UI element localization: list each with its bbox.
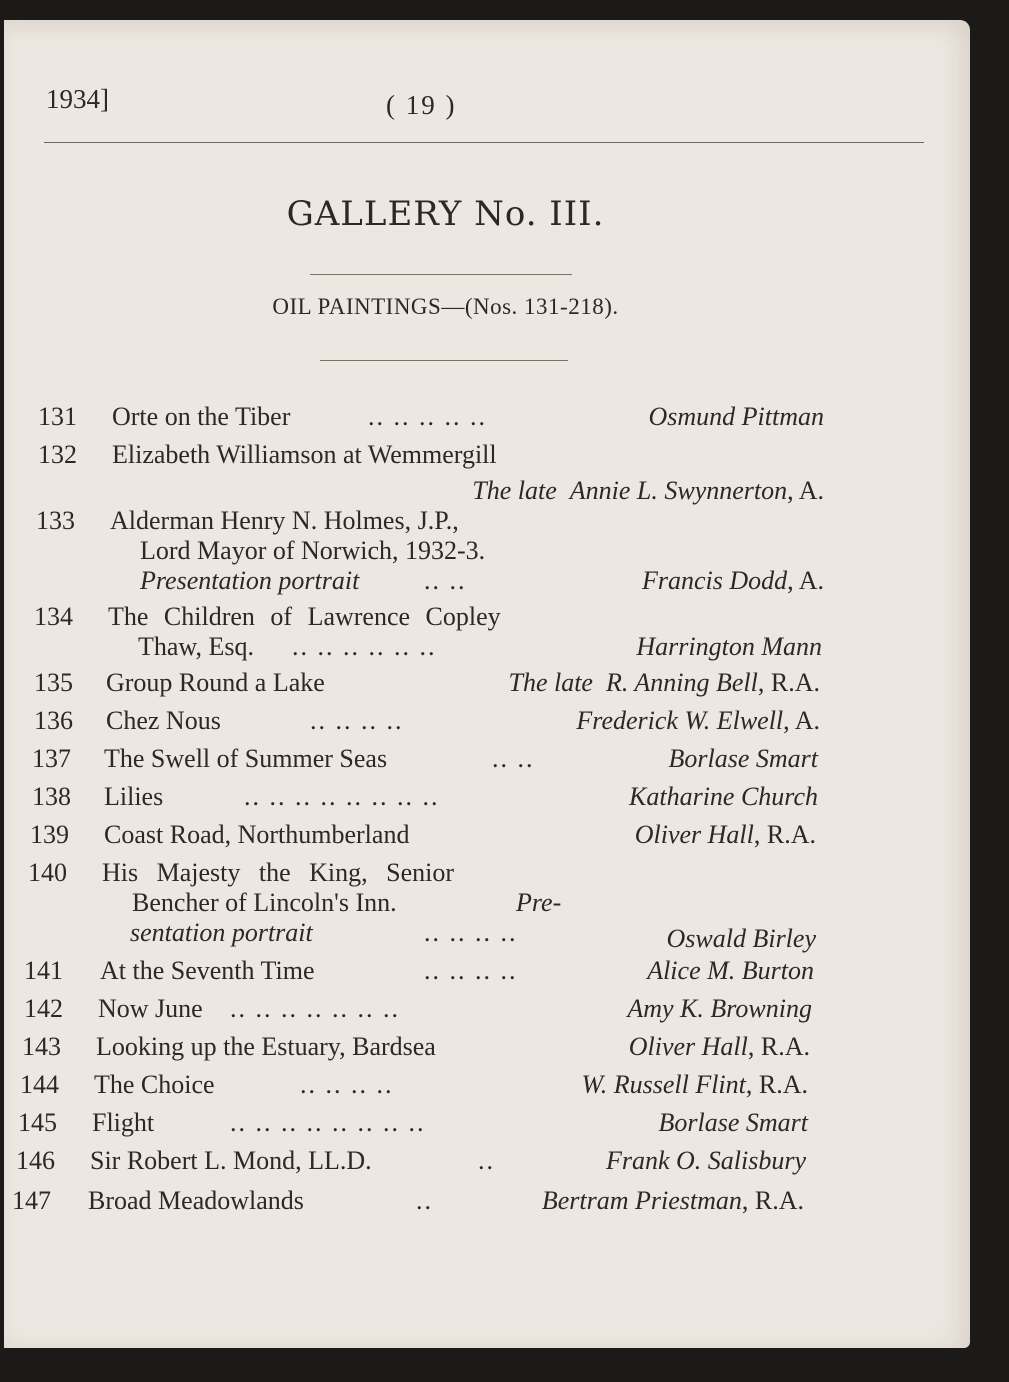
entry-number: 140	[28, 858, 67, 887]
entry-number: 144	[20, 1070, 59, 1099]
entry-number: 136	[34, 706, 73, 735]
leader-dots: .. .. .. .. .. .. .. ..	[244, 782, 440, 811]
title-rule-top	[310, 274, 572, 275]
entry-artist: Francis Dodd, A.	[641, 566, 824, 595]
entry-artist: Harrington Mann	[636, 632, 822, 661]
entry-artist: Bertram Priestman, R.A.	[541, 1186, 804, 1215]
catalogue-page	[4, 20, 970, 1348]
entry-artist: Borlase Smart	[668, 744, 818, 773]
entry-title: Elizabeth Williamson at Wemmergill	[112, 440, 497, 469]
entry-number: 135	[34, 668, 73, 697]
entry-title: Group Round a Lake	[106, 668, 325, 697]
entry-title: Looking up the Estuary, Bardsea	[96, 1032, 436, 1061]
catalogue-entry-continuation	[4, 918, 964, 954]
entry-title-line-2: Thaw, Esq.	[138, 632, 255, 661]
catalogue-entry	[4, 1070, 964, 1106]
entry-title: Lilies	[104, 782, 164, 811]
catalogue-entry	[4, 956, 964, 992]
entry-number: 137	[32, 744, 71, 773]
entry-title-line-1: His Majesty the King, Senior	[102, 858, 455, 887]
title-rule-bottom	[320, 360, 568, 361]
entry-title: At the Seventh Time	[100, 956, 315, 985]
entry-title: Coast Road, Northumberland	[104, 820, 410, 849]
catalogue-entry	[4, 402, 964, 438]
entry-artist: The late Annie L. Swynnerton, A.	[472, 476, 824, 505]
entry-number: 139	[30, 820, 69, 849]
entry-title-line-1: The Children of Lawrence Copley	[108, 602, 501, 631]
entry-title: The Choice	[94, 1070, 215, 1099]
entry-title-line-1: Alderman Henry N. Holmes, J.P.,	[110, 506, 459, 535]
section-title: OIL PAINTINGS—(Nos. 131-218).	[272, 294, 619, 319]
entry-title: Sir Robert L. Mond, LL.D.	[90, 1146, 372, 1175]
leader-dots: .. .. .. ..	[310, 706, 404, 735]
leader-dots: .. .. .. ..	[424, 956, 518, 985]
page-header-year: 1934]	[46, 84, 109, 114]
entry-note-line-1: Pre-	[516, 888, 562, 917]
entry-artist: Osmund Pittman	[648, 402, 824, 431]
catalogue-entry	[4, 1186, 964, 1222]
leader-dots: .. .. .. .. .. ..	[292, 632, 437, 661]
entry-artist: The late R. Anning Bell, R.A.	[508, 668, 820, 697]
leader-dots: .. ..	[492, 744, 535, 773]
header-rule	[44, 142, 924, 143]
entry-title: Chez Nous	[106, 706, 221, 735]
catalogue-entry-continuation	[4, 632, 964, 668]
entry-number: 145	[18, 1108, 57, 1137]
catalogue-entry	[4, 668, 964, 704]
entry-artist: Oliver Hall, R.A.	[634, 820, 816, 849]
entry-title: Now June	[98, 994, 203, 1023]
entry-artist: Amy K. Browning	[627, 994, 812, 1023]
catalogue-entry	[4, 1146, 964, 1182]
catalogue-entry	[4, 1108, 964, 1144]
entry-number: 146	[16, 1146, 55, 1175]
catalogue-entry	[4, 782, 964, 818]
entry-artist: Alice M. Burton	[647, 956, 814, 985]
entry-title: Orte on the Tiber	[112, 402, 291, 431]
entry-artist: Oliver Hall, R.A.	[628, 1032, 810, 1061]
leader-dots: .. .. .. ..	[300, 1070, 394, 1099]
entry-note: Presentation portrait	[140, 566, 360, 595]
entry-artist: Frank O. Salisbury	[605, 1146, 806, 1175]
entry-number: 133	[36, 506, 75, 535]
entry-number: 131	[38, 402, 77, 431]
page-number: ( 19 )	[386, 90, 457, 120]
leader-dots: .. .. .. ..	[424, 918, 518, 947]
entry-title: Flight	[92, 1108, 155, 1137]
entry-artist: Frederick W. Elwell, A.	[576, 706, 820, 735]
catalogue-entry	[4, 994, 964, 1030]
catalogue-entry	[4, 744, 964, 780]
catalogue-entry	[4, 820, 964, 856]
leader-dots: .. .. .. .. ..	[368, 402, 487, 431]
entry-title: The Swell of Summer Seas	[104, 744, 388, 773]
catalogue-entry-continuation	[4, 566, 964, 602]
entry-number: 142	[24, 994, 63, 1023]
entry-artist: Oswald Birley	[666, 924, 816, 953]
entry-artist: Borlase Smart	[658, 1108, 808, 1137]
entry-title-line-2: Lord Mayor of Norwich, 1932-3.	[140, 536, 486, 565]
leader-dots: .. ..	[424, 566, 467, 595]
entry-note-line-2: sentation portrait	[130, 918, 313, 947]
entry-number: 134	[34, 602, 73, 631]
catalogue-entry	[4, 440, 964, 476]
leader-dots: .. .. .. .. .. .. ..	[230, 994, 400, 1023]
entry-artist: Katharine Church	[629, 782, 818, 811]
leader-dots: ..	[478, 1146, 495, 1175]
gallery-title: GALLERY No. III.	[286, 194, 605, 234]
leader-dots: .. .. .. .. .. .. .. ..	[230, 1108, 426, 1137]
leader-dots: ..	[416, 1186, 433, 1215]
entry-title: Broad Meadowlands	[88, 1186, 304, 1215]
entry-number: 141	[24, 956, 63, 985]
entry-artist: W. Russell Flint, R.A.	[581, 1070, 808, 1099]
entry-number: 147	[12, 1186, 51, 1215]
entry-number: 132	[38, 440, 77, 469]
catalogue-entry	[4, 706, 964, 742]
entry-title-line-2: Bencher of Lincoln's Inn.	[132, 888, 397, 917]
entry-number: 138	[32, 782, 71, 811]
catalogue-entry	[4, 1032, 964, 1068]
entry-number: 143	[22, 1032, 61, 1061]
